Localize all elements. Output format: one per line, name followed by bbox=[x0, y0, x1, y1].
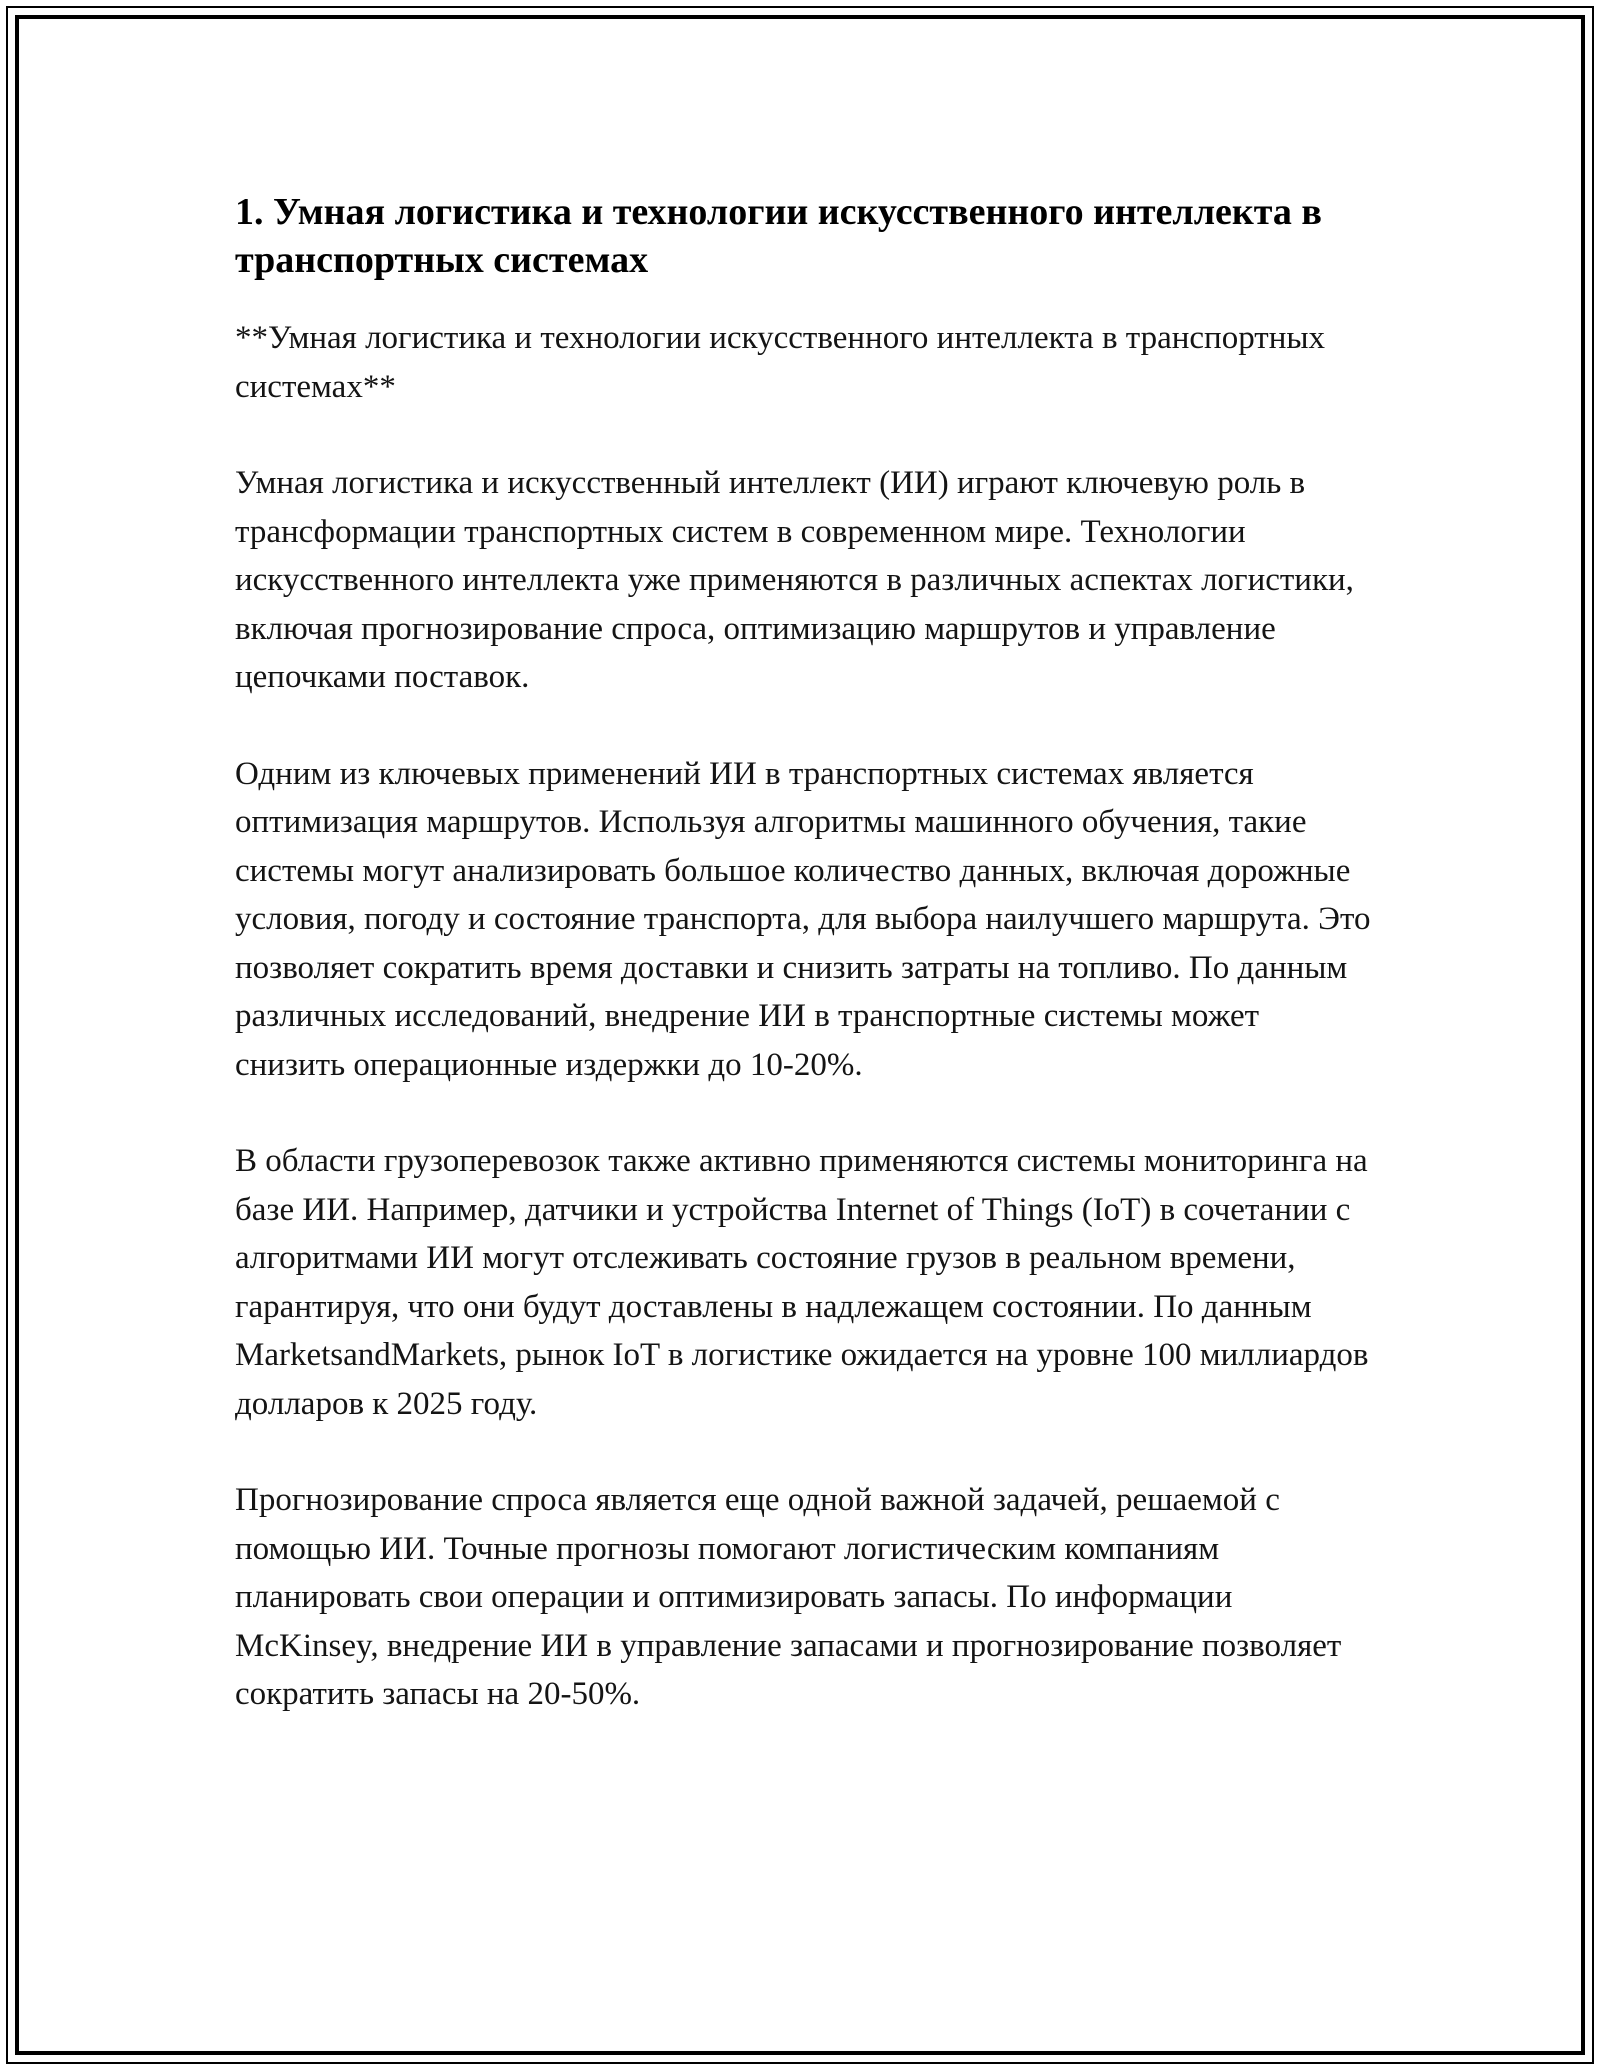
paragraph-demand-forecasting: Прогнозирование спроса является еще одной важной задачей, решаемой с помощью ИИ. Точные прогнозы помогают логистическим компаниям планировать свои операции и оптимизировать запасы. По информации McKinsey, внедрение ИИ в управление запасами и прогнозирование позволяет сократить запасы на 20-50%. bbox=[235, 1482, 1342, 1712]
paragraph-route-optimization: Одним из ключевых применений ИИ в транспортных системах является оптимизация маршрутов. Используя алгоритмы машинного обучения, такие системы могут анализировать большое количество данных, включая дорожные условия, погоду и состояние транспорта, для выбора наилучшего маршрута. Это позволяет сократить время доставки и снизить затраты на топливо. По данным различных исследований, внедрение ИИ в транспортные системы может снизить операционные издержки до 10-20%. bbox=[235, 755, 1371, 1083]
paragraph-cargo-monitoring: В области грузоперевозок также активно применяются системы мониторинга на базе ИИ. Например, датчики и устройства Internet of Things (IoT) в сочетании с алгоритмами ИИ могут отслеживать состояние грузов в реальном времени, гарантируя, что они будут доставлены в надлежащем состоянии. По данным MarketsandMarkets, рынок IoT в логистике ожидается на уровне 100 миллиардов долларов к 2025 году. bbox=[235, 1143, 1369, 1422]
document-title: 1. Умная логистика и технологии искусственного интеллекта в транспортных системах bbox=[235, 191, 1322, 281]
document-subtitle: **Умная логистика и технологии искусственного интеллекта в транспортных системах** bbox=[235, 320, 1326, 405]
paragraph-intro: Умная логистика и искусственный интеллект (ИИ) играют ключевую роль в трансформации транспортных систем в современном мире. Технологии искусственного интеллекта уже применяются в различных аспектах логистики, включая прогнозирование спроса, оптимизацию маршрутов и управление цепочками поставок. bbox=[235, 465, 1354, 695]
document-body bbox=[235, 188, 1375, 1767]
